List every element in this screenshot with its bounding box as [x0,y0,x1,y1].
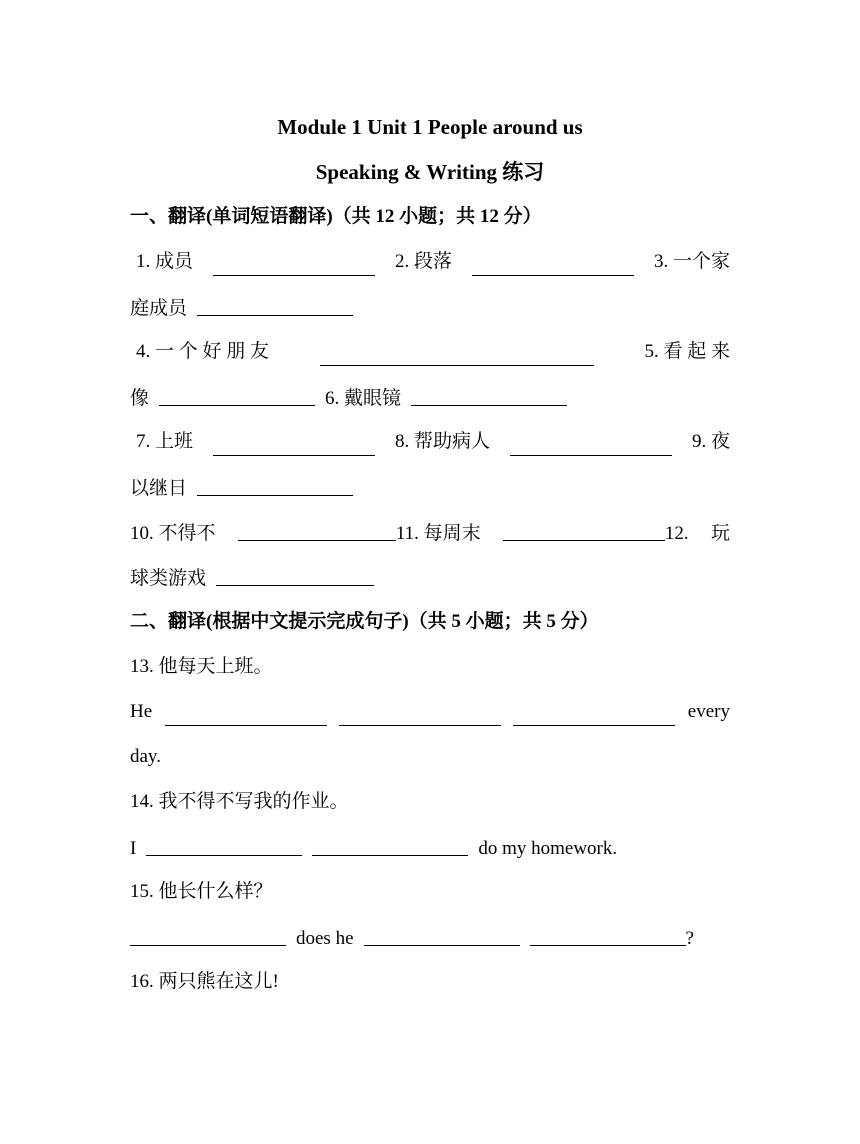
question-prompt: 看 起 来 [663,341,730,362]
sentence-end: ? [685,928,694,949]
question-row-4-5 [130,340,730,364]
question-number: 5. [644,341,659,362]
question-3 [654,250,730,274]
question-2 [395,250,452,274]
answer-blank-3[interactable] [197,297,353,316]
question-8 [395,430,490,454]
question-13-sentence [130,700,730,724]
question-row-7-9 [130,430,730,454]
sentence-end: do my homework. [478,838,618,859]
question-prompt: 不得不 [158,523,216,544]
question-13-prompt: 13. 他每天上班。 [130,656,273,677]
answer-blank-13b[interactable] [339,707,501,726]
answer-blank-13a[interactable] [165,707,327,726]
answer-blank-14a[interactable] [146,837,302,856]
sentence-middle: does he [296,928,354,949]
question-prompt: 成员 [155,251,194,272]
question-7 [130,430,193,454]
question-10-11 [238,520,481,546]
question-prompt: 一 个 好 朋 友 [155,341,270,362]
question-prompt: 玩 [710,523,730,544]
question-number: 1. [136,251,151,272]
answer-blank-5[interactable] [159,387,315,406]
sentence-start: I [130,838,137,859]
answer-blank-13c[interactable] [513,707,675,726]
question-11-12 [503,520,689,546]
question-row-1-3 [130,250,730,274]
question-number: 6. [325,388,340,409]
question-number: 9. [691,431,707,452]
question-9 [692,430,730,454]
page-subtitle: Speaking & Writing 练习 [315,160,545,184]
question-prompt: 上班 [155,431,194,452]
sentence-end: every [687,701,730,722]
question-number: 12. [664,523,689,544]
answer-blank-8[interactable] [510,437,672,456]
question-row-5-6 [130,385,730,411]
answer-blank-15c[interactable] [530,927,686,946]
question-number: 8. [394,431,410,452]
question-14-sentence [130,835,730,861]
answer-blank-2[interactable] [472,257,634,276]
question-10 [130,522,216,546]
question-prompt-continued: 庭成员 [130,298,188,319]
question-prompt: 夜 [710,431,730,452]
answer-blank-9[interactable] [197,477,353,496]
question-12-continued [130,565,730,591]
question-16-prompt: 16. 两只熊在这儿! [130,971,279,992]
question-prompt-continued: 球类游戏 [130,568,207,589]
answer-blank-11[interactable] [503,522,665,541]
answer-blank-6[interactable] [411,387,567,406]
question-prompt-continued: 像 [130,388,150,409]
question-3-continued [130,295,730,321]
page-title: Module 1 Unit 1 People around us [277,115,583,139]
question-15-sentence [130,925,730,951]
question-prompt: 一个家 [672,251,730,272]
question-14-prompt: 14. 我不得不写我的作业。 [130,791,349,812]
sentence-start: He [130,701,153,722]
question-row-10-12 [130,520,730,546]
answer-blank-1[interactable] [213,257,375,276]
question-number: 3. [653,251,669,272]
question-4 [130,340,269,364]
question-prompt-continued: 以继日 [130,478,188,499]
question-number: 11. [395,523,419,544]
question-5 [644,340,730,364]
question-prompt: 每周末 [423,523,481,544]
question-13-continued: day. [130,746,161,767]
section-1-heading: 一、翻译(单词短语翻译)（共 12 小题；共 12 分） [130,206,542,227]
question-prompt: 戴眼镜 [344,388,402,409]
answer-blank-10[interactable] [238,522,396,541]
answer-blank-15a[interactable] [130,927,286,946]
answer-blank-14b[interactable] [312,837,468,856]
question-number: 7. [136,431,151,452]
answer-blank-4[interactable] [320,347,594,366]
question-number: 4. [136,341,151,362]
question-15-prompt: 15. 他长什么样？ [130,881,273,902]
question-9-continued [130,475,730,501]
section-2-heading: 二、翻译(根据中文提示完成句子)（共 5 小题；共 5 分） [130,611,599,632]
answer-blank-12[interactable] [216,567,374,586]
question-prompt: 段落 [413,251,452,272]
answer-blank-7[interactable] [213,437,375,456]
question-prompt: 帮助病人 [413,431,490,452]
question-number: 10. [130,523,154,544]
answer-blank-15b[interactable] [364,927,520,946]
question-number: 2. [394,251,410,272]
question-1 [130,250,193,274]
